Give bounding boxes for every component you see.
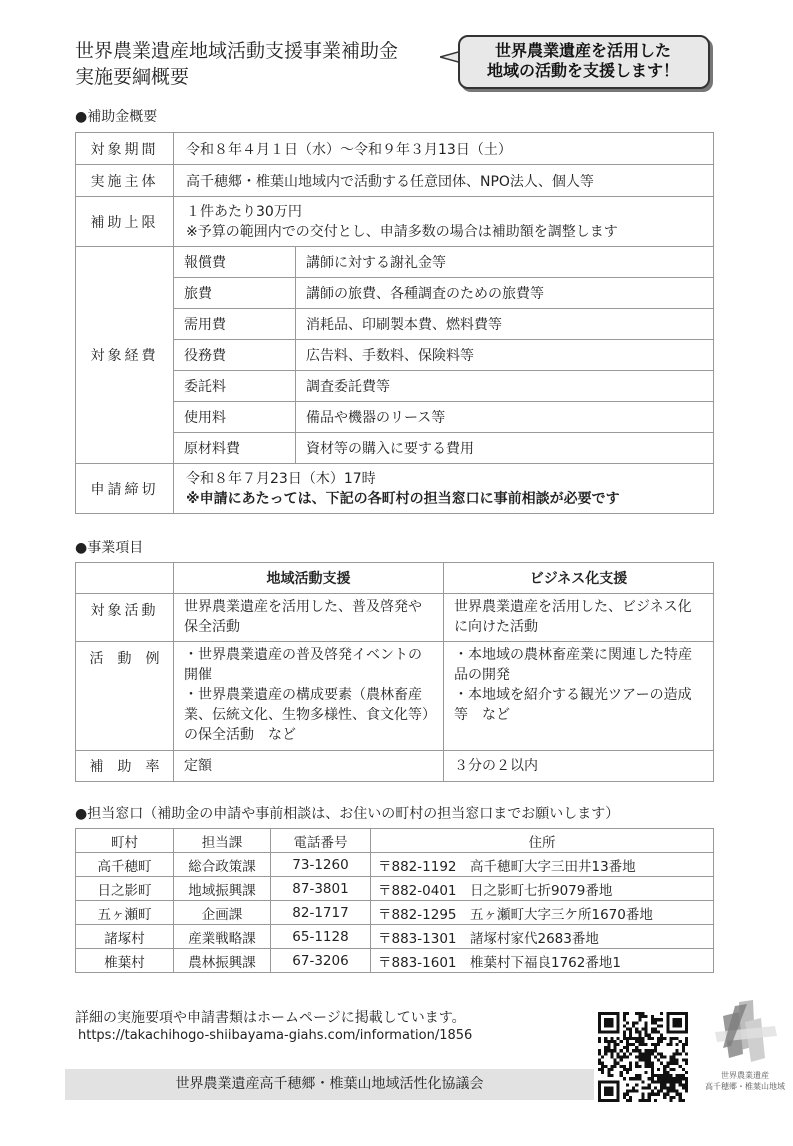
deadline-label: 申請締切: [76, 464, 174, 514]
department-cell: 農林振興課: [174, 949, 271, 973]
phone-cell: 82-1717: [271, 901, 371, 925]
giahs-logo-mark-icon: [695, 996, 793, 1066]
department-cell: 総合政策課: [174, 853, 271, 877]
expense-name: 委託料: [174, 371, 296, 402]
logo-line-2: 高千穂郷・椎葉山地域: [705, 1082, 785, 1091]
expense-label: 対象経費: [76, 247, 174, 464]
town-cell: 椎葉村: [76, 949, 174, 973]
table-row: [76, 853, 714, 877]
callout-text: [458, 41, 708, 81]
row-label: 活 動 例: [76, 642, 174, 751]
examples-cell: [444, 642, 714, 751]
town-cell: 五ヶ瀬町: [76, 901, 174, 925]
phone-cell: 73-1260: [271, 853, 371, 877]
entity-row: [76, 165, 714, 197]
logo-text: [695, 1070, 793, 1092]
example-item: ・世界農業遺産の普及啓発イベントの開催: [184, 647, 422, 683]
expense-name: 使用料: [174, 402, 296, 433]
examples-row: [76, 642, 714, 751]
contacts-header-row: [76, 829, 714, 853]
entity-value: 高千穂郷・椎葉山地域内で活動する任意団体、NPO法人、個人等: [174, 165, 714, 197]
target-activity-row: [76, 594, 714, 642]
row-label: 補 助 率: [76, 751, 174, 782]
cell-text: ３分の２以内: [444, 751, 714, 782]
callout-banner: [440, 35, 708, 90]
table-row: [76, 925, 714, 949]
expense-name: 役務費: [174, 340, 296, 371]
document-title: [75, 38, 398, 90]
projects-header-row: [76, 563, 714, 594]
rate-row: [76, 751, 714, 782]
contacts-heading: ●担当窓口（補助金の申請や事前相談は、お住いの町村の担当窓口までお願いします）: [75, 806, 620, 822]
limit-line-2: ※予算の範囲内での交付とし、申請多数の場合は補助額を調整します: [186, 223, 618, 240]
period-label: 対象期間: [76, 133, 174, 165]
column-header: 町村: [76, 829, 174, 853]
column-header: 住所: [371, 829, 714, 853]
department-cell: 地域振興課: [174, 877, 271, 901]
table-row: [76, 949, 714, 973]
row-label: 対象活動: [76, 594, 174, 642]
expense-name: 報償費: [174, 247, 296, 278]
detail-note: 詳細の実施要項や申請書類はホームページに掲載しています。: [75, 1010, 466, 1026]
cell-text: 定額: [174, 751, 444, 782]
examples-cell: [174, 642, 444, 751]
title-line-2: 実施要綱概要: [75, 66, 190, 88]
column-header: ビジネス化支援: [444, 563, 714, 594]
projects-heading: ●事業項目: [75, 540, 144, 556]
limit-row: [76, 197, 714, 247]
address-cell: 〒882-1192 高千穂町大字三田井13番地: [371, 853, 714, 877]
title-line-1: 世界農業遺産地域活動支援事業補助金: [75, 40, 399, 62]
expense-desc: 講師の旅費、各種調査のための旅費等: [296, 278, 714, 309]
expense-desc: 資材等の購入に要する費用: [296, 433, 714, 464]
expense-name: 旅費: [174, 278, 296, 309]
expense-name: 需用費: [174, 309, 296, 340]
expense-desc: 講師に対する謝礼金等: [296, 247, 714, 278]
contacts-table: [75, 828, 714, 973]
expense-row: [76, 247, 714, 278]
cell-text: 世界農業遺産を活用した、普及啓発や保全活動: [174, 594, 444, 642]
callout-line-2: 地域の活動を支援します！: [486, 61, 679, 80]
phone-cell: 67-3206: [271, 949, 371, 973]
phone-cell: 87-3801: [271, 877, 371, 901]
town-cell: 高千穂町: [76, 853, 174, 877]
limit-value: [174, 197, 714, 247]
overview-heading: ●補助金概要: [75, 109, 158, 125]
deadline-row: [76, 464, 714, 514]
address-cell: 〒882-0401 日之影町七折9079番地: [371, 877, 714, 901]
expense-desc: 備品や機器のリース等: [296, 402, 714, 433]
deadline-notice: ※申請にあたっては、下記の各町村の担当窓口に事前相談が必要です: [186, 490, 620, 507]
giahs-logo: [695, 996, 793, 1106]
period-value: 令和８年４月１日（水）～令和９年３月13日（土）: [174, 133, 714, 165]
expense-desc: 広告料、手数料、保険料等: [296, 340, 714, 371]
cell-text: 世界農業遺産を活用した、ビジネス化に向けた活動: [444, 594, 714, 642]
example-item: ・本地域を紹介する観光ツアーの造成等 など: [454, 687, 692, 723]
department-cell: 産業戦略課: [174, 925, 271, 949]
example-item: ・世界農業遺産の構成要素（農林畜産業、伝統文化、生物多様性、食文化等）の保全活動 など: [184, 687, 429, 743]
entity-label: 実施主体: [76, 165, 174, 197]
deadline-value: [174, 464, 714, 514]
council-footer: 世界農業遺産高千穂郷・椎葉山地域活性化協議会: [65, 1069, 594, 1100]
expense-desc: 消耗品、印刷製本費、燃料費等: [296, 309, 714, 340]
example-item: ・本地域の農林畜産業に関連した特産品の開発: [454, 647, 692, 683]
limit-line-1: １件あたり30万円: [186, 203, 302, 220]
department-cell: 企画課: [174, 901, 271, 925]
expense-desc: 調査委託費等: [296, 371, 714, 402]
period-row: [76, 133, 714, 165]
address-cell: 〒882-1295 五ヶ瀬町大字三ケ所1670番地: [371, 901, 714, 925]
expense-name: 原材料費: [174, 433, 296, 464]
callout-line-1: 世界農業遺産を活用した: [494, 41, 671, 60]
town-cell: 日之影町: [76, 877, 174, 901]
address-cell: 〒883-1601 椎葉村下福良1762番地1: [371, 949, 714, 973]
logo-line-1: 世界農業遺産: [721, 1071, 769, 1080]
limit-label: 補助上限: [76, 197, 174, 247]
deadline-line-1: 令和８年７月23日（木）17時: [186, 470, 376, 487]
qr-code-icon[interactable]: [598, 1012, 688, 1102]
table-row: [76, 901, 714, 925]
overview-table: [75, 132, 714, 514]
column-header: 地域活動支援: [174, 563, 444, 594]
column-header: 電話番号: [271, 829, 371, 853]
projects-corner-cell: [76, 563, 174, 594]
table-row: [76, 877, 714, 901]
town-cell: 諸塚村: [76, 925, 174, 949]
column-header: 担当課: [174, 829, 271, 853]
address-cell: 〒883-1301 諸塚村家代2683番地: [371, 925, 714, 949]
projects-table: [75, 562, 714, 782]
phone-cell: 65-1128: [271, 925, 371, 949]
homepage-link[interactable]: https://takachihogo-shiibayama-giahs.com/information/1856: [78, 1028, 473, 1043]
